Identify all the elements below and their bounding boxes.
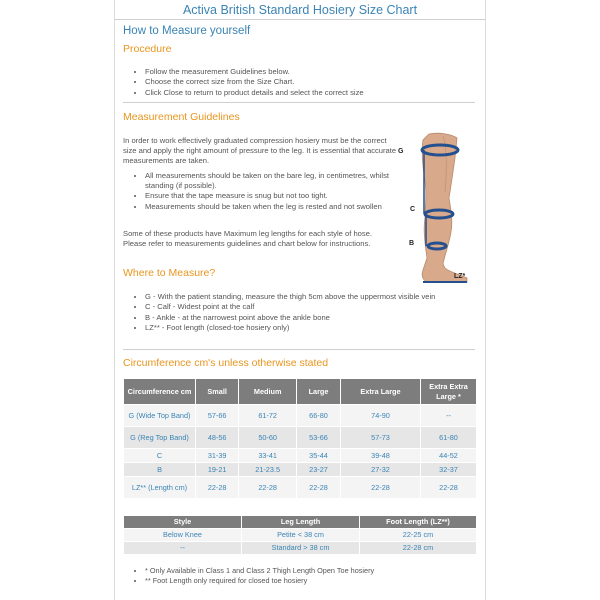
table-cell: 22-28 [196,477,239,499]
table-cell: 22-28 [421,477,477,499]
table-cell: Below Knee [124,529,242,542]
size-table-header [124,379,477,405]
label-lz: LZ* [454,273,466,280]
guidelines-list [145,171,403,212]
style-table [123,515,477,555]
where-item: • LZ** - Foot length (closed-toe hosiery only) [145,323,475,333]
table-cell: 22-28 [239,477,297,499]
table-row [124,427,477,449]
table-cell: -- [124,542,242,555]
section-divider [123,349,475,350]
footnote-item: • ** Foot Length only required for closed toe hosiery [145,576,475,585]
table-cell: G (Reg Top Band) [124,427,196,449]
table-cell: C [124,449,196,463]
table-cell: 32-37 [421,463,477,477]
table-cell: 21-23.5 [239,463,297,477]
col-header: Large [296,379,340,405]
table-cell: 61-80 [421,427,477,449]
title-divider [115,19,485,20]
table-cell: 57-73 [341,427,421,449]
where-item: • C - Calf - Widest point at the calf [145,302,475,312]
section-divider [123,102,475,103]
page-title: Activa British Standard Hosiery Size Chart [182,3,418,17]
table-cell: 57-66 [196,405,239,427]
where-item: • G - With the patient standing, measure the thigh 5cm above the uppermost visible vein [145,292,475,302]
table-cell: 61-72 [239,405,297,427]
footnote-item: • * Only Available in Class 1 and Class 2 Thigh Length Open Toe hosiery [145,566,475,575]
procedure-heading: Procedure [123,43,172,55]
col-header: Extra Extra Large * [421,379,477,405]
table-cell: 50-60 [239,427,297,449]
table-cell: 27-32 [341,463,421,477]
where-item: • B - Ankle - at the narrowest point above the ankle bone [145,313,475,323]
col-header: Style [124,516,242,529]
table-cell: 23-27 [296,463,340,477]
footnotes [145,566,475,586]
table-cell: 44-52 [421,449,477,463]
circumference-heading: Circumference cm's unless otherwise stated [123,357,329,369]
table-cell: -- [421,405,477,427]
table-cell: G (Wide Top Band) [124,405,196,427]
procedure-item: • Choose the correct size from the Size Chart. [145,77,475,87]
table-cell: B [124,463,196,477]
size-table [123,378,477,499]
style-table-header [124,516,477,529]
where-list [145,292,475,333]
table-cell: 39-48 [341,449,421,463]
label-b: B [409,240,415,247]
col-header: Medium [239,379,297,405]
table-cell: 48-56 [196,427,239,449]
label-c: C [410,206,416,213]
table-cell: 74-90 [341,405,421,427]
col-header: Extra Large [341,379,421,405]
table-cell: 35-44 [296,449,340,463]
procedure-list [145,67,475,98]
guidelines-intro: In order to work effectively graduated compression hosiery must be the correct size and apply the right amount of pressure to the leg. It is essential that accurate measurements are taken. [123,136,397,165]
table-row [124,529,477,542]
procedure-item: • Click Close to return to product details and select the correct size [145,88,475,98]
leg-measurement-figure [398,132,471,284]
table-cell: 22-28 cm [360,542,477,555]
where-to-measure-heading: Where to Measure? [123,267,216,279]
table-cell: 33-41 [239,449,297,463]
table-cell: 19-21 [196,463,239,477]
col-header: Foot Length (LZ**) [360,516,477,529]
how-to-measure-heading: How to Measure yourself [123,25,251,37]
col-header: Small [196,379,239,405]
guidelines-outro: Some of these products have Maximum leg lengths for each style of hose. Please refer to measurements guidelines and chart below for instructions. [123,229,373,248]
col-header: Circumference cm [124,379,196,405]
table-cell: 53-66 [296,427,340,449]
size-chart-page [114,0,486,600]
procedure-item: • Follow the measurement Guidelines below. [145,67,475,77]
table-row [124,449,477,463]
label-g: G [398,148,404,155]
table-cell: Petite < 38 cm [242,529,360,542]
guideline-item: • Ensure that the tape measure is snug but not too tight. [145,191,403,201]
table-row [124,463,477,477]
table-row [124,405,477,427]
guidelines-heading: Measurement Guidelines [123,111,240,123]
table-cell: 66-80 [296,405,340,427]
table-cell: 22-25 cm [360,529,477,542]
guideline-item: • All measurements should be taken on the bare leg, in centimetres, whilst standing (if possible). [145,171,403,191]
table-row [124,477,477,499]
table-cell: 31-39 [196,449,239,463]
col-header: Leg Length [242,516,360,529]
table-cell: 22-28 [341,477,421,499]
table-cell: LZ** (Length cm) [124,477,196,499]
table-row [124,542,477,555]
table-cell: 22-28 [296,477,340,499]
guideline-item: • Measurements should be taken when the leg is rested and not swollen [145,202,403,212]
table-cell: Standard > 38 cm [242,542,360,555]
